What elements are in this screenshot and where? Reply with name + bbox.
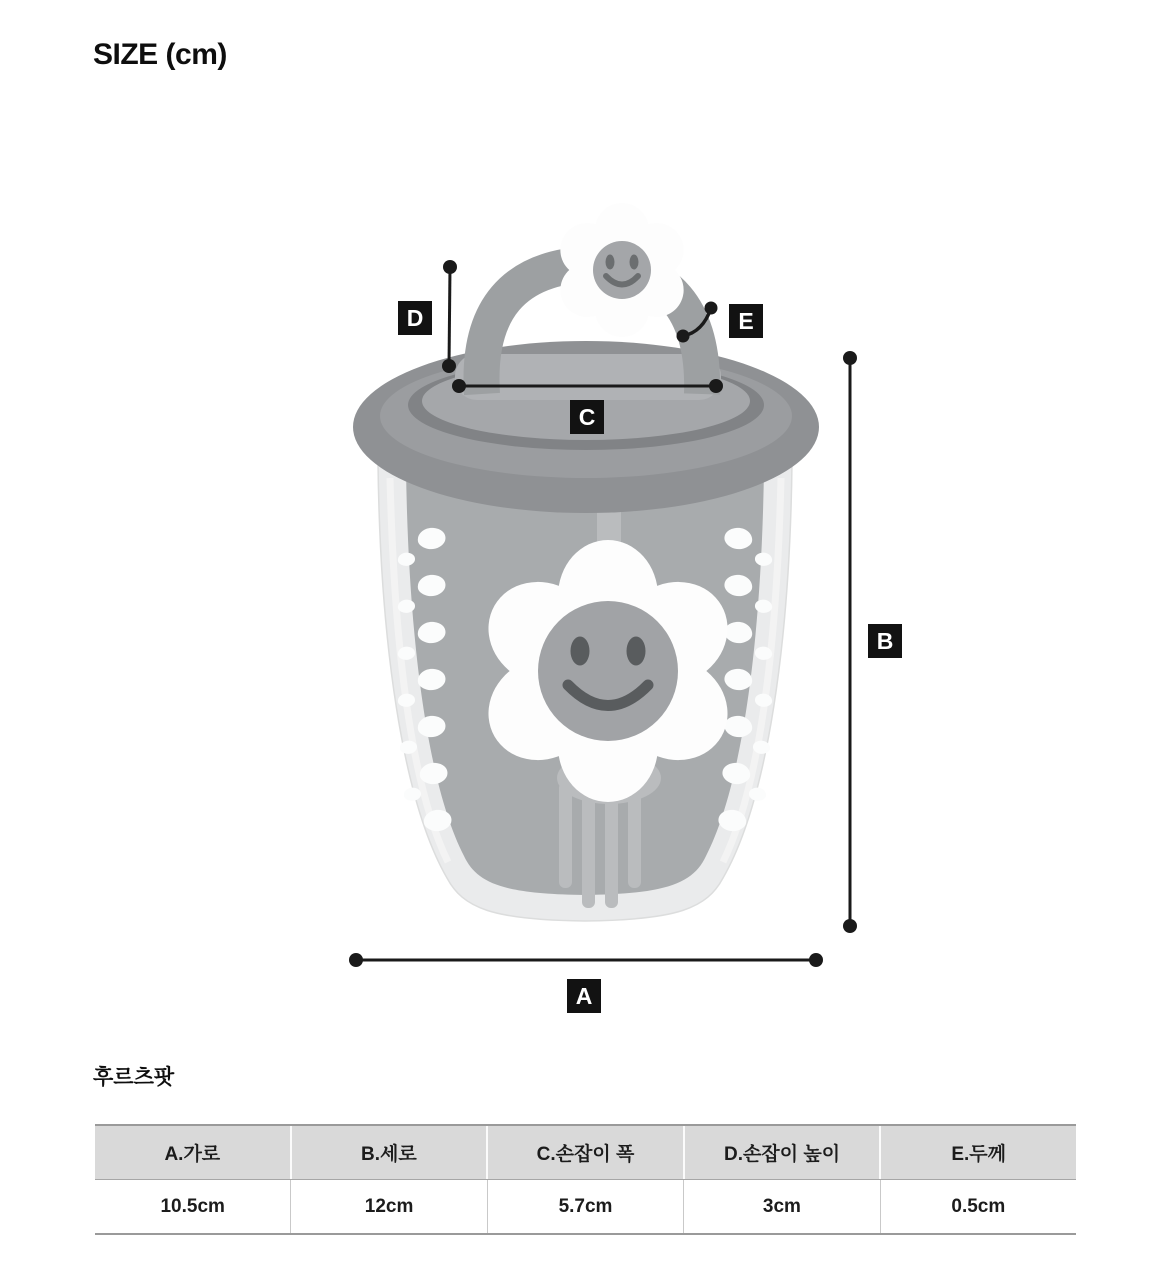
table-value-cell: 10.5cm <box>160 1195 225 1217</box>
product-name: 후르츠팟 <box>93 1066 175 1089</box>
dimension-label-a: A <box>567 979 601 1013</box>
dimension-label-d: D <box>398 301 432 335</box>
size-table-value-row <box>95 1180 1076 1233</box>
page-title: SIZE (cm) <box>93 38 227 71</box>
table-header-cell: E.두께 <box>879 1126 1076 1179</box>
table-header-cell: D.손잡이 높이 <box>683 1126 880 1179</box>
dimension-label-b: B <box>868 624 902 658</box>
table-header-cell: B.세로 <box>290 1126 487 1179</box>
dimension-label-e: E <box>729 304 763 338</box>
measure-A <box>349 953 823 967</box>
table-header-cell: A.가로 <box>164 1144 221 1165</box>
table-value-cell: 12cm <box>290 1180 486 1233</box>
table-value-cell: 0.5cm <box>880 1180 1076 1233</box>
table-value-cell: 5.7cm <box>487 1180 683 1233</box>
size-table-header-row <box>95 1126 1076 1180</box>
size-table <box>95 1124 1076 1235</box>
dimension-label-c: C <box>570 400 604 434</box>
table-header-cell: C.손잡이 폭 <box>486 1126 683 1179</box>
table-value-cell: 3cm <box>683 1180 879 1233</box>
measure-B <box>843 351 857 933</box>
